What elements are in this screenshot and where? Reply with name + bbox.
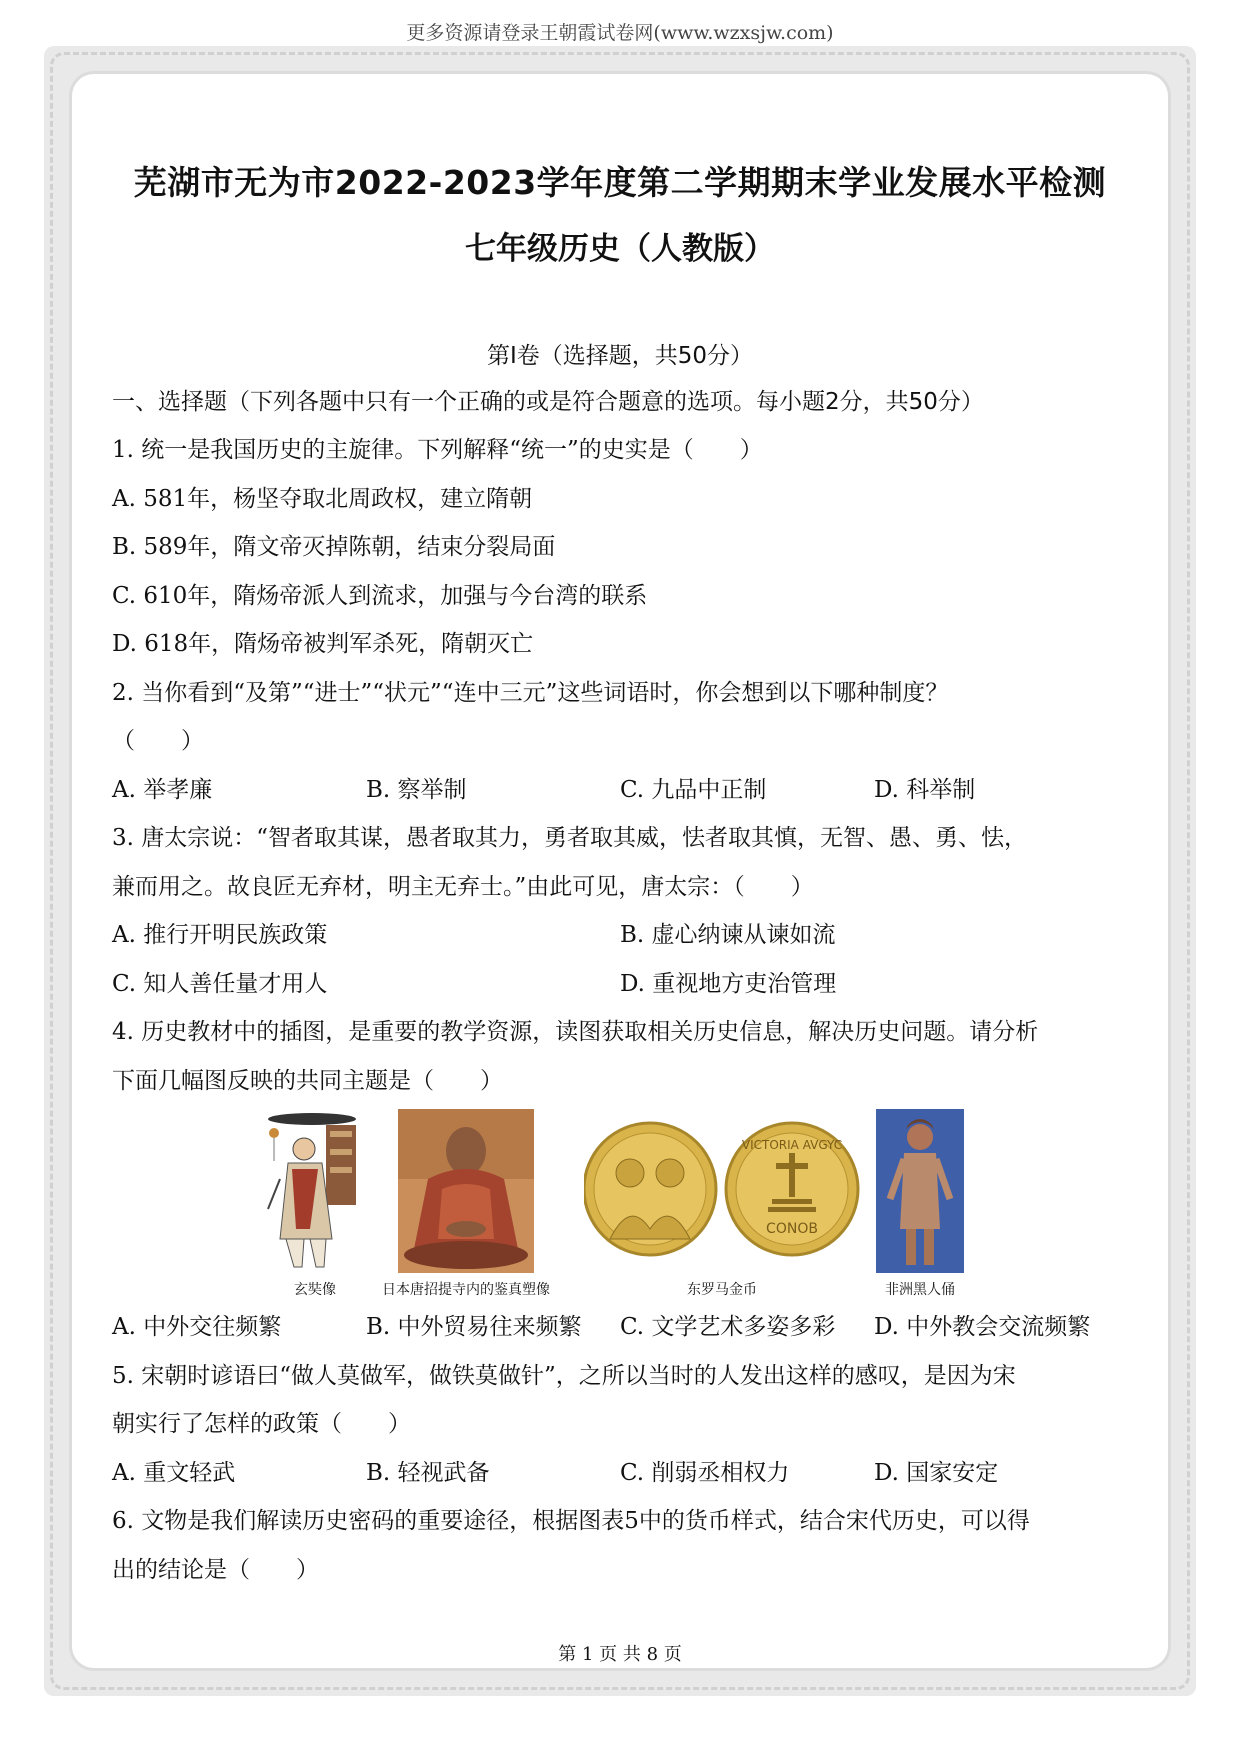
question-4-stem-cont: 下面几幅图反映的共同主题是（ ） [112,1067,503,1094]
question-2-option-b: B. 察举制 [366,776,467,803]
question-3 [112,814,1128,1008]
question-3-option-d: D. 重视地方吏治管理 [620,970,837,997]
figurine-caption: 非洲黑人俑 [885,1282,955,1298]
question-2-option-c: C. 九品中正制 [620,776,767,803]
question-5-options [112,1449,1128,1498]
question-4-option-d: D. 中外教会交流频繁 [874,1314,1091,1340]
question-6-stem-cont: 出的结论是（ ） [112,1556,319,1583]
question-1-stem: 1. 统一是我国历史的主旋律。下列解释“统一”的史实是（ ） [112,437,763,463]
question-4-stem: 4. 历史教材中的插图，是重要的教学资源，读图获取相关历史信息，解决历史问题。请分析 [112,1019,1039,1045]
question-4-option-c: C. 文学艺术多姿多彩 [620,1314,836,1340]
coin-image [584,1109,860,1269]
coin-mint-mark: CONOB [766,1221,818,1237]
question-1-option-c: C. 610年，隋炀帝派人到流求，加强与今台湾的联系 [112,582,648,609]
question-2 [112,669,1128,815]
xuanzang-image [260,1109,370,1277]
question-1-option-a: A. 581年，杨坚夺取北周政权，建立隋朝 [112,485,533,512]
question-3-stem-cont: 兼而用之。故良匠无弃材，明主无弃士。”由此可见，唐太宗：（ ） [112,873,814,900]
question-4-figures [112,1109,1128,1299]
question-2-option-d: D. 科举制 [874,776,976,803]
coin-legend: VICTORIA AVGYC [741,1138,843,1152]
part-heading: 一、选择题（下列各题中只有一个正确的或是符合题意的选项。每小题2分，共50分） [112,389,984,415]
coin-caption: 东罗马金币 [687,1282,757,1298]
question-5-option-c: C. 削弱丞相权力 [620,1459,790,1486]
jianzhen-figure [368,1109,564,1299]
page-footer: 第 1 页 共 8 页 [558,1644,682,1665]
exam-subtitle: 七年级历史（人教版） [465,231,775,267]
question-5-option-b: B. 轻视武备 [366,1459,490,1486]
figurine-figure [872,1109,968,1299]
figurine-image [876,1109,964,1273]
question-1-option-b: B. 589年，隋文帝灭掉陈朝，结束分裂局面 [112,534,556,560]
question-4 [112,1008,1128,1352]
question-5-option-a: A. 重文轻武 [112,1459,236,1486]
question-3-option-b: B. 虚心纳谏从谏如流 [620,922,836,948]
exam-title: 芜湖市无为市2022-2023学年度第二学期期末学业发展水平检测 [133,163,1107,202]
jianzhen-caption: 日本唐招提寺内的鉴真塑像 [382,1282,550,1298]
question-1 [112,426,1128,669]
question-1-option-d: D. 618年，隋炀帝被判军杀死，隋朝灭亡 [112,631,534,657]
question-4-options [112,1303,1128,1352]
site-banner: 更多资源请登录王朝霞试卷网(www.wzxsjw.com) [406,22,834,44]
question-5-option-d: D. 国家安定 [874,1459,999,1486]
jianzhen-image [398,1109,534,1273]
question-2-stem-cont: （ ） [112,728,204,754]
question-3-option-a: A. 推行开明民族政策 [112,922,328,948]
question-4-option-b: B. 中外贸易往来频繁 [366,1314,582,1340]
question-3-options-row2 [112,960,1128,1009]
xuanzang-figure [260,1109,370,1299]
coin-figure [584,1109,860,1299]
question-2-options [112,766,1128,815]
xuanzang-caption: 玄奘像 [294,1282,336,1298]
question-3-options-row1 [112,911,1128,960]
section-heading: 第Ⅰ卷（选择题，共50分） [486,343,754,369]
question-6 [112,1497,1128,1594]
question-4-option-a: A. 中外交往频繁 [112,1314,282,1340]
question-3-option-c: C. 知人善任量才用人 [112,970,328,997]
question-3-stem: 3. 唐太宗说：“智者取其谋，愚者取其力，勇者取其威，怯者取其慎，无智、愚、勇、怯， [112,825,1028,851]
question-5 [112,1352,1128,1498]
exam-content [112,150,1128,1594]
question-5-stem: 5. 宋朝时谚语曰“做人莫做军，做铁莫做针”，之所以当时的人发出这样的感叹，是因为宋 [112,1362,1016,1389]
question-6-stem: 6. 文物是我们解读历史密码的重要途径，根据图表5中的货币样式，结合宋代历史，可以得 [112,1508,1030,1534]
question-2-stem: 2. 当你看到“及第”“进士”“状元”“连中三元”这些词语时，你会想到以下哪种制度？ [112,679,949,706]
question-5-stem-cont: 朝实行了怎样的政策（ ） [112,1411,411,1437]
question-2-option-a: A. 举孝廉 [112,776,213,803]
